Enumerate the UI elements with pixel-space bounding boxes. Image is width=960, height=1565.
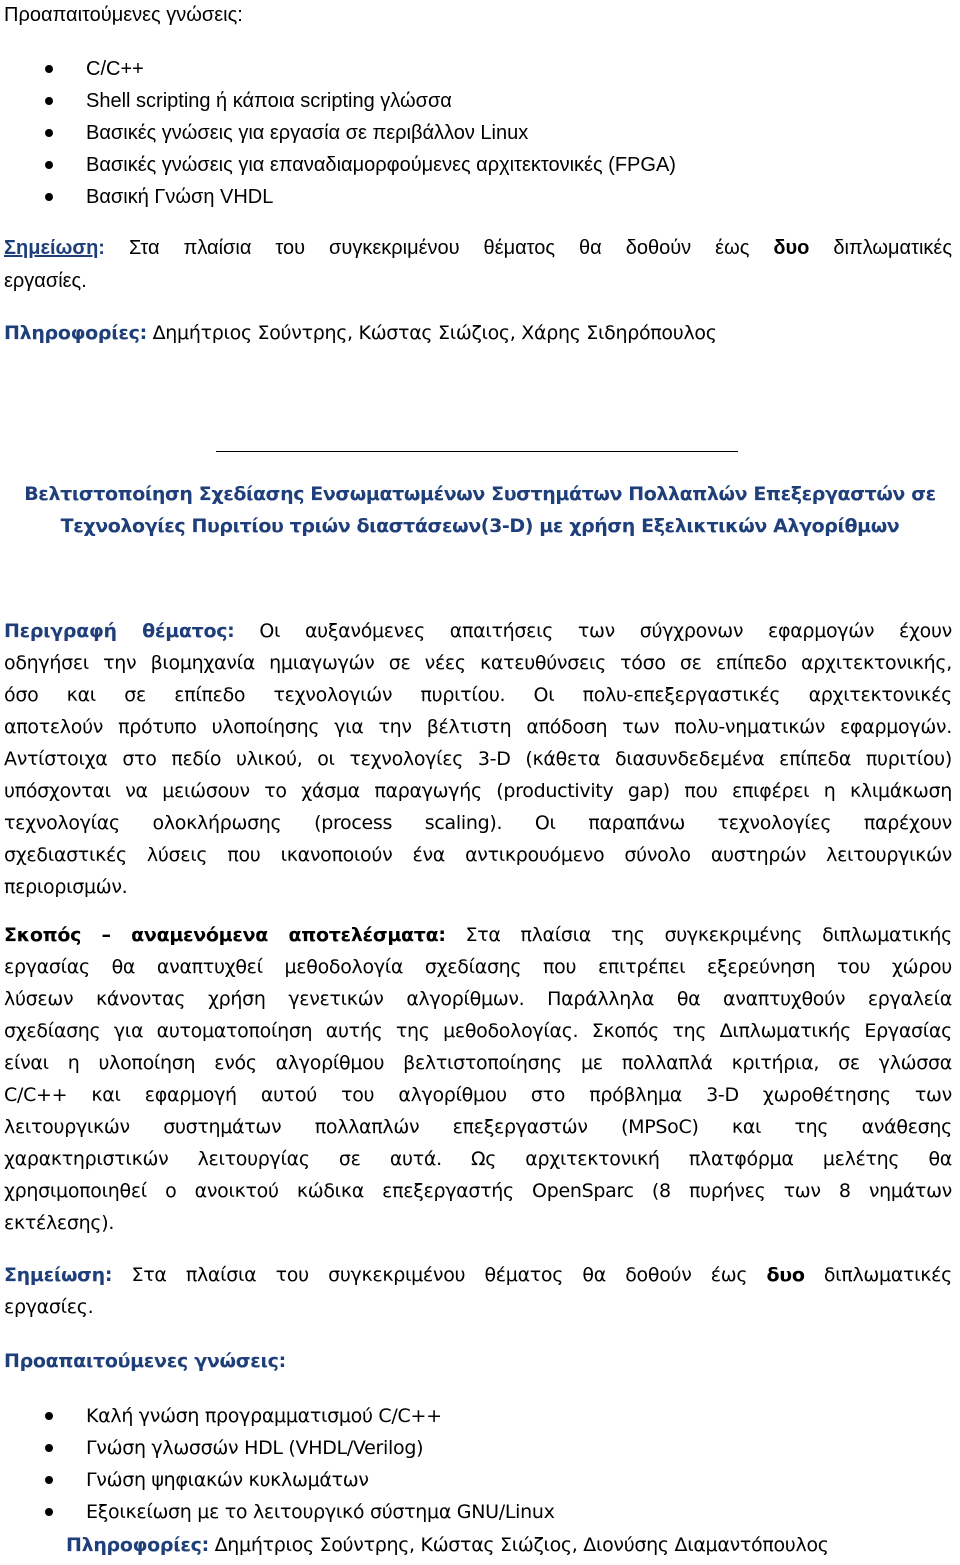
bullet-icon <box>45 1412 53 1420</box>
prereq-heading-2 <box>4 1350 286 1372</box>
list-item-text: C/C++ <box>86 58 144 80</box>
section-divider <box>216 451 738 452</box>
list-item-text: Γνώση ψηφιακών κυκλωμάτων <box>86 1469 369 1491</box>
goal-line: χαρακτηριστικών λειτουργίας σε αυτά. Ως αρχιτεκτονική πλατφόρμα μελέτης θα <box>4 1148 952 1170</box>
note-bold: δυο <box>766 1264 805 1286</box>
prereq-heading-text: Προαπαιτούμενες γνώσεις: <box>4 4 243 26</box>
note-2-line2: εργασίες. <box>4 1296 94 1318</box>
info-text: Δημήτριος Σούντρης, Κώστας Σιώζιος, Χάρης Σιδηρόπουλος <box>146 322 717 344</box>
info-label: Πληροφορίες: <box>66 1534 209 1556</box>
note-text: διπλωματικές <box>804 1264 953 1286</box>
info-1 <box>4 322 717 344</box>
prereq-heading-text: Προαπαιτούμενες γνώσεις: <box>4 1350 286 1372</box>
topic-title-line1: Βελτιστοποίηση Σχεδίασης Ενσωματωμένων Συστημάτων Πολλαπλών Επεξεργαστών σε <box>24 483 936 505</box>
note-text: Στα πλαίσια του συγκεκριμένου θέματος θα δοθούν έως <box>104 237 774 259</box>
desc-line: τεχνολογίας ολοκλήρωσης (process scaling). Οι παραπάνω τεχνολογίες παρέχουν <box>4 812 952 834</box>
desc-line: σχεδιαστικές λύσεις που ικανοποιούν ένα αντικρουόμενο σύνολο αυστηρών λειτουργικών <box>4 844 952 866</box>
bullet-icon <box>45 1476 53 1484</box>
goal-line: είναι η υλοποίηση ενός αλγορίθμου βελτιστοποίησης με πολλαπλά κριτήρια, σε γλώσσα <box>4 1052 952 1074</box>
desc-line: περιορισμών. <box>4 876 128 898</box>
bullet-icon <box>45 161 53 169</box>
bullet-icon <box>45 1508 53 1516</box>
topic-title-line2: Τεχνολογίες Πυριτίου τριών διαστάσεων(3-D) με χρήση Εξελικτικών Αλγορίθμων <box>60 515 900 537</box>
note-2 <box>4 1264 952 1286</box>
note-text: Στα πλαίσια του συγκεκριμένου θέματος θα δοθούν έως <box>112 1264 767 1286</box>
desc-line: αποτελούν πρότυπο υλοποίησης για την βέλτιστη απόδοση των πολυ-νηματικών εφαρμογών. <box>4 716 952 738</box>
list-item-text: Βασικές γνώσεις για επαναδιαμορφούμενες αρχιτεκτονικές (FPGA) <box>86 154 676 176</box>
goal-line: εκτέλεσης). <box>4 1212 115 1234</box>
goal-line: C/C++ και εφαρμογή αυτού του αλγορίθμου στο πρόβλημα 3-D χωροθέτησης των <box>4 1084 952 1106</box>
bullet-icon <box>45 193 53 201</box>
goal-line: εργασίας θα αναπτυχθεί μεθοδολογία σχεδίασης που επιτρέπει εξερεύνηση του χώρου <box>4 956 952 978</box>
goal-line: λειτουργικών συστημάτων πολλαπλών επεξεργαστών (MPSoC) και της ανάθεσης <box>4 1116 952 1138</box>
desc-line: υπόσχονται να μειώσουν το χάσμα παραγωγής (productivity gap) που επιφέρει η κλιμάκωση <box>4 780 952 802</box>
bullet-icon <box>45 1444 53 1452</box>
note-label: Σημείωση: <box>4 1264 113 1286</box>
desc-line: όσο και σε επίπεδο τεχνολογιών πυριτίου. Οι πολυ-επεξεργαστικές αρχιτεκτονικές <box>4 684 952 706</box>
note-label: Σημείωση <box>4 237 99 259</box>
prereq-heading-1 <box>4 4 243 27</box>
goal-label: Σκοπός – αναμενόμενα αποτελέσματα: <box>4 924 446 946</box>
desc-text: Οι αυξανόμενες απαιτήσεις των σύγχρονων εφαρμογών έχουν <box>234 620 952 642</box>
list-item-text: Βασική Γνώση VHDL <box>86 186 274 208</box>
bullet-icon <box>45 129 53 137</box>
note-text: διπλωματικές <box>809 237 952 259</box>
goal-line <box>4 924 952 946</box>
desc-line: οδηγήσει την βιομηχανία ημιαγωγών σε νέες κατευθύνσεις τόσο σε επίπεδο αρχιτεκτονικής, <box>4 652 952 674</box>
desc-label: Περιγραφή θέματος: <box>4 620 235 642</box>
list-item-text: Γνώση γλωσσών HDL (VHDL/Verilog) <box>86 1437 424 1459</box>
goal-text: Στα πλαίσια της συγκεκριμένης διπλωματικής <box>445 924 952 946</box>
list-item-text: Βασικές γνώσεις για εργασία σε περιβάλλον Linux <box>86 122 529 144</box>
list-item-text: Εξοικείωση με το λειτουργικό σύστημα GNU/Linux <box>86 1501 555 1523</box>
note-colon: : <box>98 237 105 259</box>
list-item-text: Shell scripting ή κάποια scripting γλώσσα <box>86 90 452 112</box>
goal-line: σχεδίασης για αυτοματοποίηση αυτής της μεθοδολογίας. Σκοπός της Διπλωματικής Εργασίας <box>4 1020 952 1042</box>
desc-line <box>4 620 952 642</box>
note-1 <box>4 237 952 260</box>
info-text: Δημήτριος Σούντρης, Κώστας Σιώζιος, Διονύσης Διαμαντόπουλος <box>208 1534 829 1556</box>
desc-line: Αντίστοιχα στο πεδίο υλικού, οι τεχνολογίες 3-D (κάθετα διασυνδεδεμένα επίπεδα πυριτίου) <box>4 748 952 770</box>
bullet-icon <box>45 65 53 73</box>
goal-line: χρησιμοποιηθεί ο ανοικτού κώδικα επεξεργαστής OpenSparc (8 πυρήνες των 8 νημάτων <box>4 1180 952 1202</box>
bullet-icon <box>45 97 53 105</box>
info-2 <box>66 1534 829 1556</box>
info-label: Πληροφορίες: <box>4 322 147 344</box>
note-1-line2: εργασίες. <box>4 270 87 292</box>
goal-line: λύσεων κάνοντας χρήση γενετικών αλγορίθμων. Παράλληλα θα αναπτυχθούν εργαλεία <box>4 988 952 1010</box>
note-bold: δυο <box>773 237 810 259</box>
list-item-text: Καλή γνώση προγραμματισμού C/C++ <box>86 1405 442 1427</box>
